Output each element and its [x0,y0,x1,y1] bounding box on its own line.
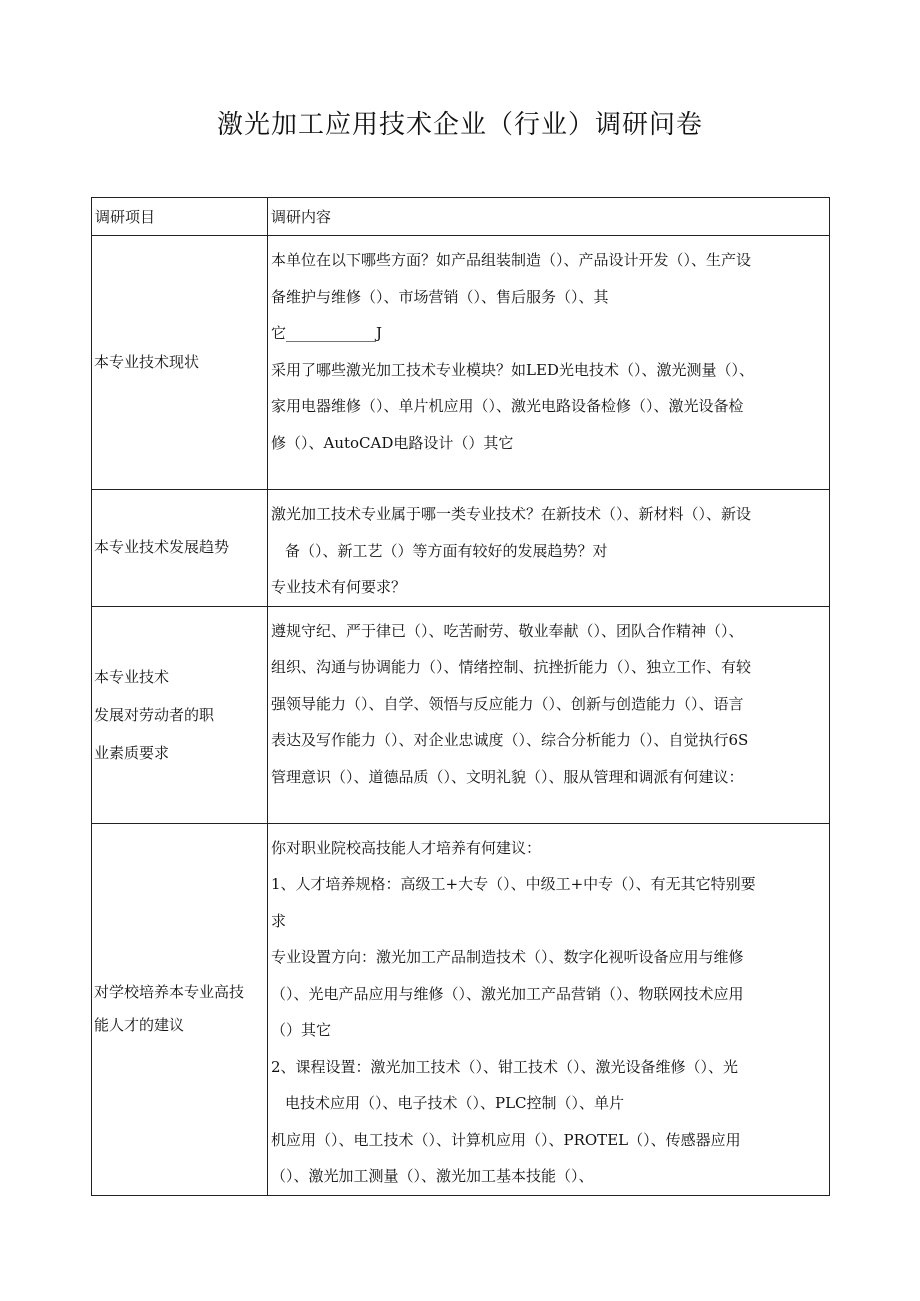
table-row [92,823,830,1195]
content-line: 你对职业院校高技能人才培养有何建议： [271,838,542,857]
content-line: （）、光电产品应用与维修（）、激光加工产品营销（）、物联网技术应用 [271,984,744,1003]
content-line: 专业技术有何要求？ [271,578,407,596]
content-line: 组织、沟通与协调能力（）、情绪控制、抗挫折能力（）、独立工作、有较 [271,658,752,676]
content-line: 求 [271,911,287,930]
content-line: 专业设置方向：激光加工产品制造技术（）、数字化视听设备应用与维修 [271,948,744,966]
row-label-cell [92,823,268,1195]
row-label: 发展对劳动者的职 [94,705,215,724]
header-content-label: 调研内容 [271,208,332,226]
row-content-cell [268,236,830,490]
row-label: 能人才的建议 [94,1016,185,1034]
row-label-cell [92,490,268,607]
row-label: 本专业技术 [94,667,170,686]
content-line: 2、课程设置：激光加工技术（）、钳工技术（）、激光设备维修（）、光 [271,1057,739,1076]
content-line: （）其它 [271,1021,332,1039]
row-label-cell [92,236,268,490]
content-line: 备维护与维修（）、市场营销（）、售后服务（）、其 [271,287,609,306]
row-content-cell [268,606,830,823]
table-header-row [92,198,830,236]
content-line: 强领导能力（）、自学、领悟与反应能力（）、创新与创造能力（）、语言 [271,694,744,713]
content-line: 家用电器维修（）、单片机应用（）、激光电路设备检修（）、激光设备检 [271,397,744,415]
row-content-cell [268,490,830,607]
content-line: 本单位在以下哪些方面？如产品组装制造（）、产品设计开发（）、生产设 [271,251,752,269]
row-content-cell [268,823,830,1195]
header-cell-item [92,198,268,236]
content-line: 机应用（）、电工技术（）、计算机应用（）、PROTEL（）、传感器应用 [271,1130,741,1149]
content-line: 表达及写作能力（）、对企业忠诚度（）、综合分析能力（）、自觉执行6S [271,731,749,749]
content-line: （）、激光加工测量（）、激光加工基本技能（）、 [271,1167,594,1185]
content-line: 1、人才培养规格：高级工+大专（）、中级工+中专（）、有无其它特别要 [271,875,756,893]
content-line: 它____________J [271,324,383,342]
content-line: 激光加工技术专业属于哪一类专业技术？在新技术（）、新材料（）、新设 [271,505,752,523]
row-label: 对学校培养本专业高技 [94,983,245,1001]
survey-table [91,197,830,1196]
content-line: 管理意识（）、道德品质（）、文明礼貌（）、服从管理和调派有何建议： [271,767,744,786]
table-row [92,236,830,490]
row-label-cell [92,606,268,823]
content-line: 采用了哪些激光加工技术专业模块？如LED光电技术（）、激光测量（）、 [271,360,754,379]
content-line: 电技术应用（）、电子技术（）、PLC控制（）、单片 [285,1094,625,1112]
content-line: 修（）、AutoCAD电路设计（）其它 [271,433,514,452]
row-label: 业素质要求 [94,743,170,762]
table-row [92,606,830,823]
table-row [92,490,830,607]
content-line: 备（）、新工艺（）等方面有较好的发展趋势？对 [285,541,608,560]
header-item-label: 调研项目 [95,208,156,226]
content-line: 遵规守纪、严于律已（）、吃苦耐劳、敬业奉献（）、团队合作精神（）、 [271,621,744,640]
header-cell-content [268,198,830,236]
document-title: 激光加工应用技术企业（行业）调研问卷 [216,110,703,140]
row-label: 本专业技术现状 [94,353,200,371]
row-label: 本专业技术发展趋势 [94,538,230,557]
